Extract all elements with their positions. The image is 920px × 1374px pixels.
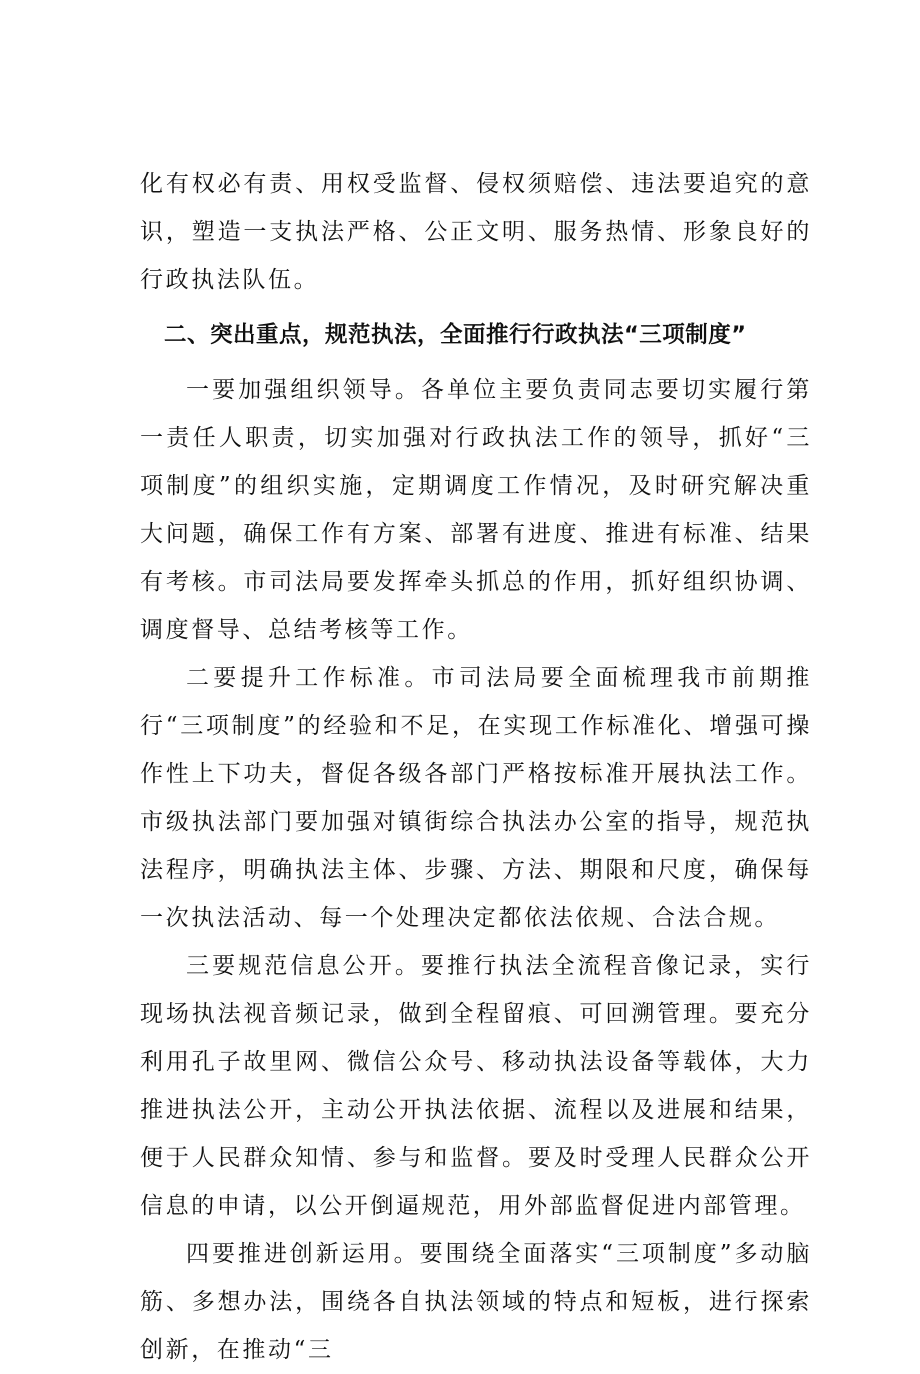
page-body <box>140 160 812 1374</box>
paragraph-work-standards: 二要提升工作标准。市司法局要全面梳理我市前期推行“三项制度”的经验和不足，在实现工作标准化、增强可操作性上下功夫，督促各级各部门严格按标准开展执法工作。市级执法部门要加强对镇街综合执法办公室的指导，规范执法程序，明确执法主体、步骤、方法、期限和尺度，确保每一次执法活动、每一个处理决定都依法依规、合法合规。 <box>140 665 812 931</box>
paragraph-continuation: 化有权必有责、用权受监督、侵权须赔偿、违法要追究的意识，塑造一支执法严格、公正文明、服务热情、形象良好的行政执法队伍。 <box>140 171 812 293</box>
paragraph-information-disclosure: 三要规范信息公开。要推行执法全流程音像记录，实行现场执法视音频记录，做到全程留痕、可回溯管理。要充分利用孔子故里网、微信公众号、移动执法设备等载体，大力推进执法公开，主动公开执法依据、流程以及进展和结果，便于人民群众知情、参与和监督。要及时受理人民群众公开信息的申请，以公开倒逼规范，用外部监督促进内部管理。 <box>140 953 812 1219</box>
section-heading: 二、突出重点，规范执法，全面推行行政执法“三项制度” <box>164 322 747 348</box>
paragraph-organization-leadership: 一要加强组织领导。各单位主要负责同志要切实履行第一责任人职责，切实加强对行政执法工作的领导，抓好“三项制度”的组织实施，定期调度工作情况，及时研究解决重大问题，确保工作有方案、部署有进度、推进有标准、结果有考核。市司法局要发挥牵头抓总的作用，抓好组织协调、调度督导、总结考核等工作。 <box>140 377 812 643</box>
paragraph-innovation: 四要推进创新运用。要围绕全面落实“三项制度”多动脑筋、多想办法，围绕各自执法领域的特点和短板，进行探索创新，在推动“三 <box>140 1241 812 1363</box>
